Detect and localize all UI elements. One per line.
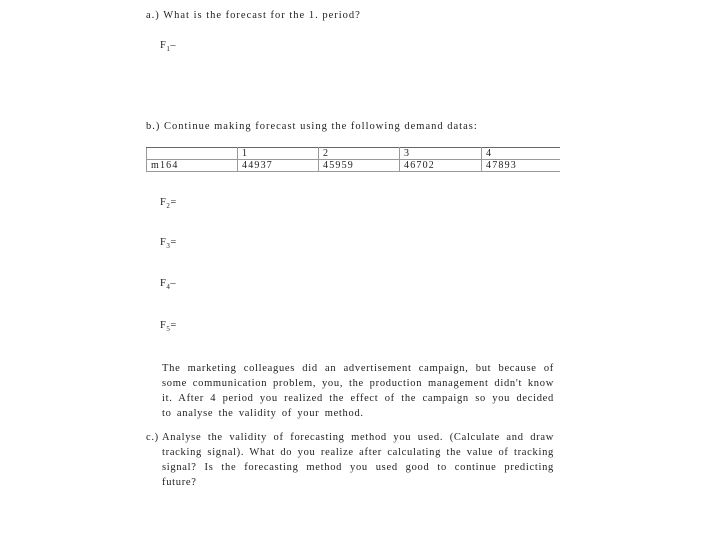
forecast-sign: = (170, 237, 177, 248)
forecast-letter: F (160, 237, 167, 248)
table-cell (147, 148, 238, 160)
forecast-f4 (160, 278, 176, 291)
forecast-sign: = (170, 320, 177, 331)
scenario-paragraph: The marketing colleagues did an advertisement campaign, but because of some communication problem, you, the production management didn't know it. After 4 period you realized the effect of the campaign so you decided to analyse the validity of your method. (162, 363, 554, 419)
forecast-letter: F (160, 278, 167, 289)
table-cell: 46702 (400, 160, 482, 172)
table-cell: 2 (319, 148, 400, 160)
table-cell: 45959 (319, 160, 400, 172)
forecast-f5 (160, 320, 177, 333)
forecast-letter: F (160, 197, 167, 208)
forecast-sign: – (170, 40, 177, 51)
question-c-text: Analyse the validity of forecasting method you used. (Calculate and draw tracking signal). What do you realize after calculating the value of tracking signal? Is the forecasting method you used good to continue predicting future? (162, 432, 554, 488)
table-row (147, 160, 561, 172)
forecast-subscript: 2 (166, 202, 171, 211)
table-cell: m164 (147, 160, 238, 172)
forecast-f2 (160, 197, 177, 210)
table-cell: 47893 (482, 160, 561, 172)
forecast-subscript: 5 (166, 325, 171, 334)
question-c-label: c.) (146, 432, 159, 443)
table-cell: 44937 (238, 160, 319, 172)
forecast-f1 (160, 40, 176, 53)
forecast-sign: = (170, 197, 177, 208)
forecast-f3 (160, 237, 177, 250)
question-b: b.) Continue making forecast using the following demand datas: (146, 121, 478, 132)
table-cell: 1 (238, 148, 319, 160)
question-c (146, 430, 554, 490)
forecast-letter: F (160, 320, 167, 331)
forecast-sign: – (170, 278, 177, 289)
table-header-row (147, 148, 561, 160)
table-cell: 3 (400, 148, 482, 160)
forecast-subscript: 3 (166, 242, 171, 251)
question-a: a.) What is the forecast for the 1. period? (146, 10, 361, 21)
forecast-subscript: 4 (166, 283, 171, 292)
forecast-subscript: 1 (166, 45, 171, 54)
demand-table (146, 147, 560, 172)
table-cell: 4 (482, 148, 561, 160)
forecast-letter: F (160, 40, 167, 51)
